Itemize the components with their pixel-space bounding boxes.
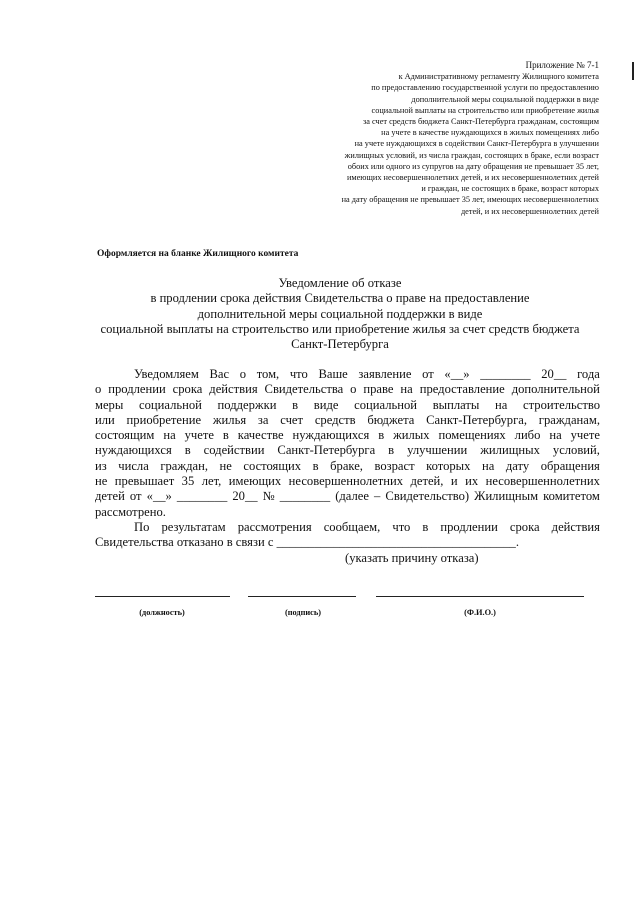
body-word: от [422, 367, 434, 381]
body-word: превышает [114, 474, 175, 489]
full-name-label: (Ф.И.О.) [464, 608, 496, 617]
body-word: Санкт-Петербурга [277, 443, 376, 458]
body-word: и [450, 474, 458, 489]
body-word: Санкт-Петербурга, [426, 412, 527, 427]
body-line [95, 367, 600, 382]
body-word: меры [95, 397, 124, 412]
body-word: праве [363, 382, 394, 397]
body-word: состоящих [243, 458, 302, 473]
body-word: несовершеннолетних [485, 474, 600, 489]
body-line [95, 520, 600, 535]
body-word: несовершеннолетних [288, 474, 404, 489]
position-signature-line [95, 596, 230, 599]
body-word: «__» [444, 367, 470, 381]
body-word: 35 [181, 474, 195, 489]
reason-hint: (указать причину отказа) [345, 550, 479, 565]
title-line: в продлении срока действия Свидетельства о праве на предоставление [150, 291, 530, 306]
body-line [95, 443, 600, 458]
body-word: учете [570, 428, 600, 443]
body-word: гражданам, [538, 412, 600, 427]
body-word: либо [514, 428, 541, 443]
body-word: или [95, 412, 115, 427]
body-word: детей [95, 489, 125, 504]
body-word: не [95, 474, 108, 489]
body-line [95, 398, 600, 413]
body-word: Свидетельства [264, 382, 344, 397]
body-word: (далее [335, 489, 369, 504]
appendix-line: на учете в качестве нуждающихся в жилых помещениях либо [381, 128, 599, 138]
body-word: По [134, 519, 150, 534]
body-word: на [481, 458, 495, 473]
body-word: комитетом [543, 489, 600, 504]
body-word: социальной [139, 397, 202, 412]
body-word: дату [505, 458, 530, 473]
body-word: года [577, 367, 600, 381]
body-word: на [400, 382, 413, 397]
body-word: 20__ [232, 489, 258, 504]
body-word: жилых [393, 428, 430, 443]
appendix-line: и граждан, не состоящих в браке, возраст которых [421, 184, 599, 194]
body-word: имеющих [228, 474, 282, 489]
appendix-line: жилищных условий, из числа граждан, состоящих в браке, если возраст [344, 150, 599, 160]
body-word: о [350, 382, 357, 397]
body-word: Жилищным [474, 489, 539, 504]
body-word: нуждающихся [292, 428, 370, 443]
body-word: сообщаем, [323, 519, 381, 534]
body-word: в [184, 443, 191, 458]
body-word: дополнительной [511, 382, 600, 397]
body-word: Уведомляем [134, 367, 199, 381]
body-word: учете [184, 428, 214, 443]
body-word: на [549, 428, 562, 443]
body-word: из [95, 458, 107, 473]
body-word: строительство [523, 397, 600, 412]
body-word: в [312, 458, 319, 473]
body-word: состоящим [95, 428, 155, 443]
body-word: поддержки [217, 397, 277, 412]
body-word: том, [256, 367, 280, 381]
body-line [95, 382, 600, 397]
body-word: Свидетельство) [385, 489, 470, 504]
body-word: улучшении [407, 443, 468, 458]
body-word: социальной [354, 397, 418, 412]
body-word: числа [118, 458, 149, 473]
body-word: в [292, 397, 299, 412]
body-word: срока [172, 382, 203, 397]
signature-line [248, 596, 356, 599]
body-word: жилищных [480, 443, 540, 458]
body-word: приобретение [126, 412, 202, 427]
body-line [95, 428, 600, 443]
body-word: качестве [237, 428, 284, 443]
body-word: продлении [440, 519, 498, 534]
appendix-line: по предоставлению государственной услуги по предоставлению [371, 83, 599, 93]
body-line: рассмотрено. [95, 504, 166, 519]
body-word: продлении [108, 382, 166, 397]
body-word: которых [426, 458, 471, 473]
body-word: не [219, 458, 232, 473]
signature-label: (подпись) [284, 608, 322, 617]
body-word: о [239, 367, 247, 381]
body-word: граждан, [160, 458, 208, 473]
body-word: ________ [480, 367, 531, 381]
body-word: виде [313, 397, 339, 412]
body-word: предоставление [419, 382, 505, 397]
body-word: обращения [540, 458, 600, 473]
appendix-line: к Административному регламенту Жилищного комитета [398, 72, 599, 82]
body-word: – [374, 489, 381, 504]
appendix-line: имеющих несовершеннолетних детей, и их несовершеннолетних детей [346, 173, 599, 183]
appendix-line: на учете нуждающихся в содействии Санкт-Петербурга в улучшении [354, 139, 599, 149]
body-line [95, 459, 600, 474]
body-word: браке, [330, 458, 363, 473]
body-word: срока [509, 519, 540, 534]
appendix-line: дополнительной меры социальной поддержки в виде [411, 94, 599, 104]
appendix-line: обоих или одного из супругов на дату обращения не превышает 35 лет, [347, 161, 599, 171]
body-word: в [222, 428, 229, 443]
appendix-line: детей, и их несовершеннолетних детей [460, 206, 599, 216]
body-word: 20__ [541, 367, 567, 381]
appendix-header [259, 60, 599, 217]
body-word: Ваше [318, 367, 348, 381]
body-word: возраст [374, 458, 415, 473]
appendix-number: Приложение № 7-1 [525, 60, 599, 70]
title-line: социальной выплаты на строительство или приобретение жилья за счет средств бюджета [100, 321, 580, 336]
body-line: Свидетельства отказано в связи с ______________________________________. [95, 535, 520, 550]
scan-edge-mark [632, 62, 634, 80]
document-title [40, 276, 640, 352]
appendix-line: социальной выплаты на строительство или приобретение жилья [371, 105, 599, 115]
body-word: жилья [212, 412, 247, 427]
body-word: действия [209, 382, 258, 397]
body-word: № [262, 489, 275, 504]
body-word: в [422, 519, 429, 534]
body-line [95, 489, 600, 504]
position-label: (должность) [139, 608, 185, 617]
name-signature-line [376, 596, 584, 599]
appendix-line: на дату обращения не превышает 35 лет, имеющих несовершеннолетних [341, 195, 599, 205]
body-word: результатам [161, 519, 226, 534]
body-word: содействии [203, 443, 265, 458]
body-word: счет [280, 412, 304, 427]
body-word: нуждающихся [95, 443, 172, 458]
body-word: Вас [209, 367, 230, 381]
notice-body [95, 367, 600, 566]
body-word: «__» [146, 489, 172, 504]
body-word: на [163, 428, 176, 443]
title-line: Уведомление об отказе [278, 276, 402, 290]
body-word: детей, [410, 474, 444, 489]
body-line [95, 413, 600, 428]
body-word: от [129, 489, 142, 504]
body-word: действия [551, 519, 600, 534]
appendix-line: за счет средств бюджета Санкт-Петербурга гражданам, состоящим [362, 117, 599, 127]
body-word: лет, [201, 474, 222, 489]
body-word: ________ [176, 489, 228, 504]
body-word: выплаты [432, 397, 480, 412]
body-word: что [392, 519, 411, 534]
body-word: на [495, 397, 508, 412]
body-word: заявление [358, 367, 412, 381]
body-word: в [388, 443, 395, 458]
body-word: средств [314, 412, 356, 427]
body-line [95, 474, 600, 489]
title-line: Санкт-Петербурга [291, 337, 389, 352]
body-word: о [95, 382, 102, 397]
body-word: что [289, 367, 308, 381]
blank-note: Оформляется на бланке Жилищного комитета [97, 249, 299, 259]
body-word: рассмотрения [237, 519, 312, 534]
body-word: условий, [552, 443, 600, 458]
body-word: ________ [279, 489, 331, 504]
body-word: их [465, 474, 479, 489]
body-word: помещениях [438, 428, 506, 443]
body-word: в [378, 428, 385, 443]
title-line: дополнительной меры социальной поддержки в виде [197, 306, 483, 321]
body-word: бюджета [367, 412, 415, 427]
body-word: за [257, 412, 269, 427]
